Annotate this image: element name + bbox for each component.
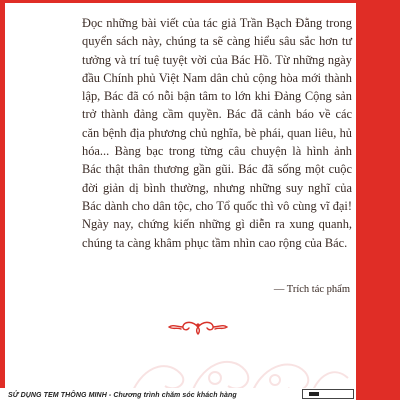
blurb-paragraph: Đọc những bài viết của tác giả Trần Bạch Đằng trong quyển sách này, chúng ta sẽ càng hiểu sâu sắc hơn tư tưởng và trí tuệ tuyệt vời của Bác Hồ. Từ những ngày đầu Chính phủ Việt Nam dân chủ cộng hòa mới thành lập, Bác đã có nỗi bận tâm to lớn khi Đảng Cộng sản trở thành đảng cầm quyền. Bác đã cảnh báo về các căn bệnh địa phương chủ nghĩa, bè phái, quan liêu, hủ hóa... Bàng bạc trong từng câu chuyện là hình ảnh Bác thật thân thương gần gũi. Bác đã sống một cuộc đời giản dị bình thường, nhưng những suy nghĩ của Bác dành cho dân tộc, cho Tổ quốc thì vô cùng vĩ đại! Ngày nay, chứng kiến những gì diễn ra xung quanh, chúng ta càng khâm phục tầm nhìn cao rộng của Bác. xyxy=(82,16,352,250)
bottom-strip-text: SỬ DỤNG TEM THÔNG MINH - Chương trình chăm sóc khách hàng xyxy=(8,392,237,399)
red-border-right xyxy=(356,0,400,400)
red-border-top xyxy=(0,0,400,3)
red-border-left xyxy=(0,0,5,400)
attribution-text: — Trích tác phẩm xyxy=(273,284,350,295)
bottom-info-strip xyxy=(0,388,356,400)
floral-divider-icon xyxy=(163,318,233,336)
stamp-box xyxy=(302,389,354,399)
